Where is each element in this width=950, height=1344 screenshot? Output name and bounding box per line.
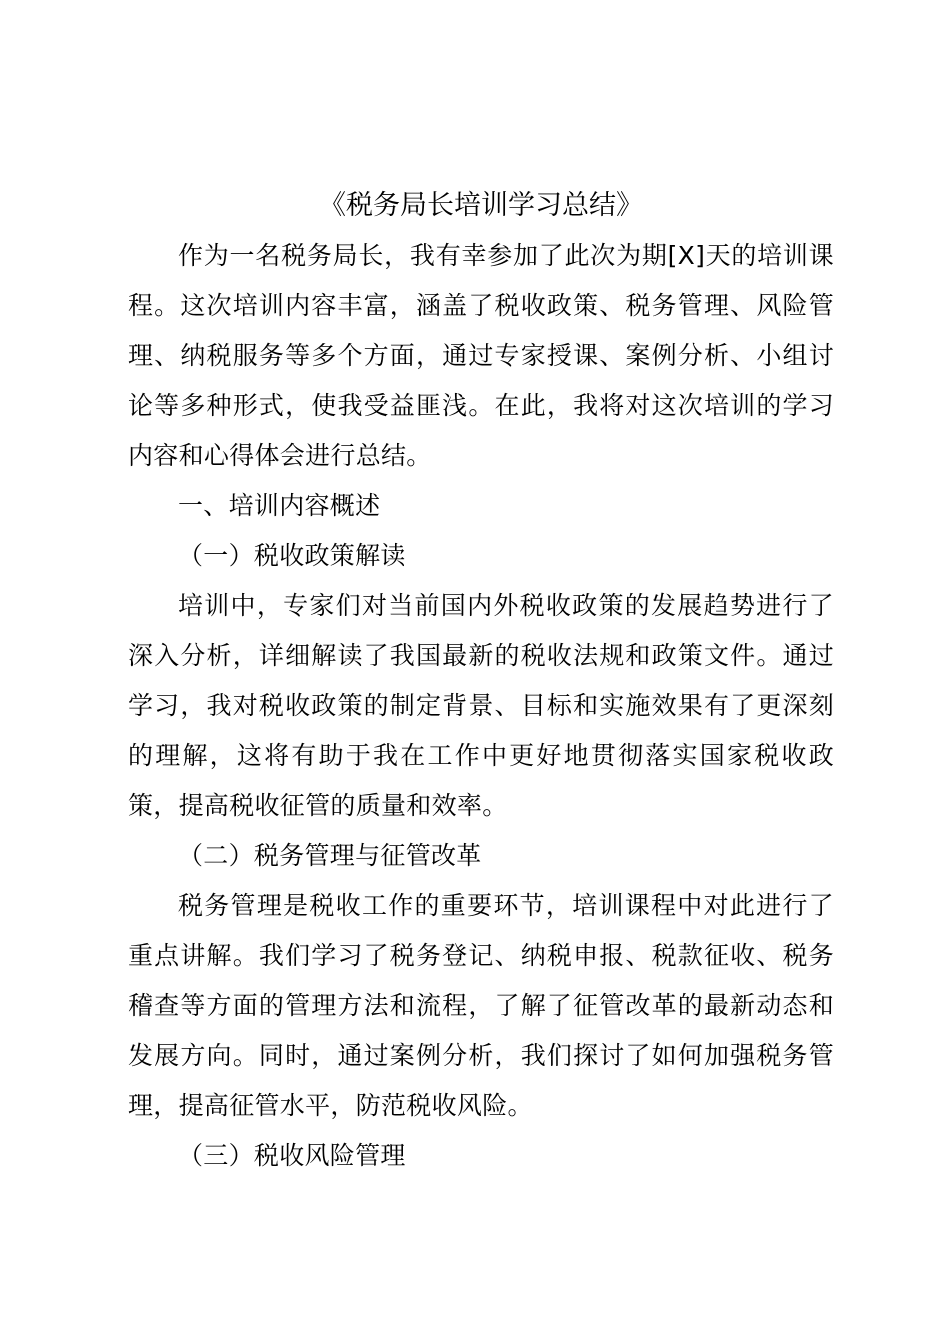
section-heading-1: 一、培训内容概述 — [178, 491, 381, 520]
subsection-heading-2: （二）税务管理与征管改革 — [178, 841, 482, 870]
subsection-body-1: 培训中，专家们对当前国内外税收政策的发展趋势进行了深入分析，详细解读了我国最新的税收法规和政策文件。通过学习，我对税收政策的制定背景、目标和实施效果有了更深刻的理解，这将有助于我在工作中更好地贯彻落实国家税收政策，提高税收征管的质量和效率。 — [128, 591, 834, 820]
document-body — [128, 181, 834, 1181]
document-title: 《税务局长培训学习总结》 — [319, 190, 643, 221]
intro-paragraph: 作为一名税务局长，我有幸参加了此次为期[X]天的培训课程。这次培训内容丰富，涵盖了税收政策、税务管理、风险管理、纳税服务等多个方面，通过专家授课、案例分析、小组讨论等多种形式，使我受益匪浅。在此，我将对这次培训的学习内容和心得体会进行总结。 — [128, 241, 834, 470]
subsection-heading-3: （三）税收风险管理 — [178, 1141, 406, 1170]
subsection-body-2: 税务管理是税收工作的重要环节，培训课程中对此进行了重点讲解。我们学习了税务登记、纳税申报、税款征收、税务稽查等方面的管理方法和流程，了解了征管改革的最新动态和发展方向。同时，通过案例分析，我们探讨了如何加强税务管理，提高征管水平，防范税收风险。 — [128, 891, 834, 1120]
subsection-heading-1: （一）税收政策解读 — [178, 541, 406, 570]
